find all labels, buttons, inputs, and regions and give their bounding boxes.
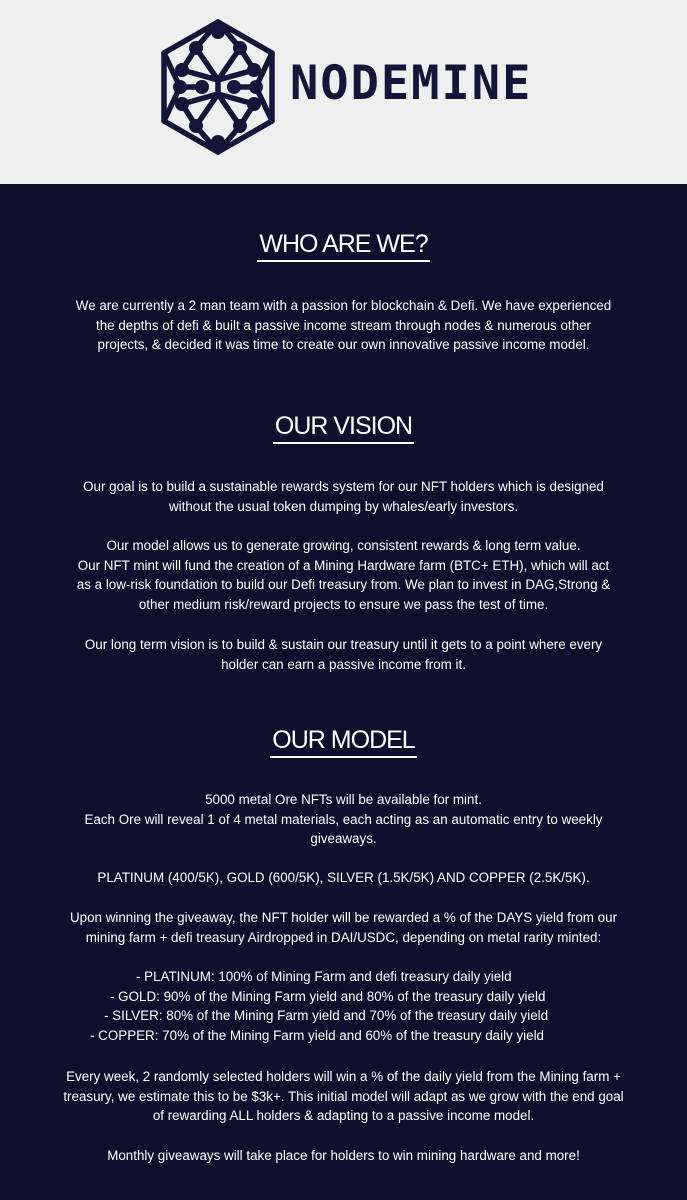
model-tier-supply: PLATINUM (400/5K), GOLD (600/5K), SILVER (1.5K/5K) AND COPPER (2.5K/5K). — [97, 870, 590, 885]
section-title-model: OUR MODEL — [0, 726, 687, 755]
hexagon-node-network-icon — [158, 18, 278, 156]
model-paragraph-giveaway: Upon winning the giveaway, the NFT holder will be rewarded a % of the DAYS yield from our mining farm + defi treasury Airdropped in DAI/USDC, depending on metal rarity minted: — [69, 910, 618, 945]
vision-paragraph-long-term: Our long term vision is to build & sustain our treasury until it gets to a point where every holder can earn a passive income from it. — [84, 637, 603, 672]
model-paragraph-monthly: Monthly giveaways will take place for holders to win mining hardware and more! — [107, 1148, 580, 1163]
who-paragraph: We are currently a 2 man team with a passion for blockchain & Defi. We have experienced the depths of defi & built a passive income stream through nodes & numerous other projects, & decided it was time to create our own innovative passive income model. — [75, 298, 612, 353]
content-panel — [0, 184, 687, 1200]
vision-paragraph-model: Our model allows us to generate growing, consistent rewards & long term value. Our NFT mint will fund the creation of a Mining Hardware farm (BTC+ ETH), which will act as a low-risk foundation to build our Defi treasury from. We plan to invest in DAG,Strong & other medium risk/reward projects to ensure we pass the test of time. — [76, 538, 611, 612]
brand-name: NODEMINE — [290, 56, 533, 111]
section-title-vision: OUR VISION — [0, 412, 687, 441]
model-paragraph-weekly: Every week, 2 randomly selected holders will win a % of the daily yield from the Mining farm + treasury, we estimate this to be $3k+. This initial model will adapt as we grow with the end goal of rewarding ALL holders & adapting to a passive income model. — [63, 1069, 624, 1124]
model-tier-list — [90, 967, 650, 1045]
model-paragraph-mint: 5000 metal Ore NFTs will be available for mint. Each Ore will reveal 1 of 4 metal materials, each acting as an automatic entry to weekly giveaways. — [84, 792, 603, 847]
section-title-who: WHO ARE WE? — [0, 230, 687, 259]
vision-paragraph-goal: Our goal is to build a sustainable rewards system for our NFT holders which is designed without the usual token dumping by whales/early investors. — [83, 479, 604, 514]
tier-copper: - COPPER: 70% of the Mining Farm yield and 60% of the treasury daily yield — [90, 1027, 545, 1043]
tier-gold: - GOLD: 90% of the Mining Farm yield and 80% of the treasury daily yield — [110, 988, 546, 1004]
tier-platinum: - PLATINUM: 100% of Mining Farm and defi treasury daily yield — [136, 969, 512, 984]
tier-silver: - SILVER: 80% of the Mining Farm yield and 70% of the treasury daily yield — [104, 1008, 549, 1024]
header-band — [0, 0, 687, 184]
